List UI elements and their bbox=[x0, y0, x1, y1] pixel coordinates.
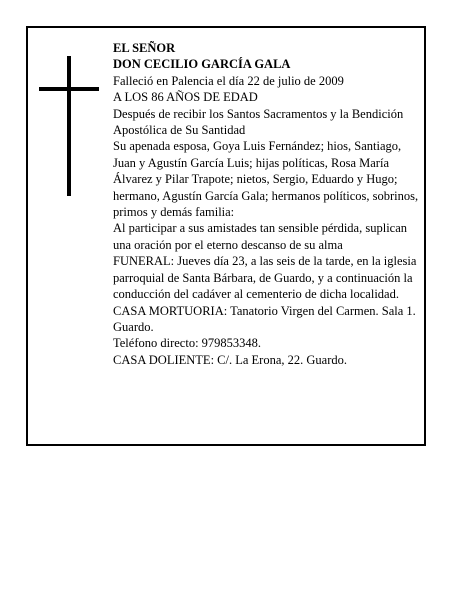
family-paragraph: Su apenada esposa, Goya Luis Fernández; hios, Santiago, Juan y Agustín García Luis; hijas políticas, Rosa María Álvarez y Pilar Trapote; nietos, Sergio, Eduardo y Hugo; hermano, Agustín García Gala; hermanos políticos, sobrinos, primos y demás familia: bbox=[113, 139, 419, 220]
death-date-line: Falleció en Palencia el día 22 de julio de 2009 bbox=[113, 73, 344, 88]
age-line: A LOS 86 AÑOS DE EDAD bbox=[113, 90, 258, 105]
mourning-house-line: CASA DOLIENTE: C/. La Erona, 22. Guardo. bbox=[113, 352, 347, 367]
sacraments-paragraph: Después de recibir los Santos Sacramentos y la Bendición Apostólica de Su Santidad bbox=[113, 106, 404, 138]
cross-icon-crossbar bbox=[39, 87, 99, 91]
obituary-text bbox=[113, 40, 423, 368]
request-paragraph: Al participar a sus amistades tan sensible pérdida, suplican una oración por el eterno descanso de su alma bbox=[113, 221, 408, 252]
mortuary-paragraph: CASA MORTUORIA: Tanatorio Virgen del Carmen. Sala 1. Guardo. bbox=[113, 303, 416, 334]
obituary-notice bbox=[26, 26, 426, 446]
cross-icon bbox=[67, 56, 71, 196]
funeral-paragraph: FUNERAL: Jueves día 23, a las seis de la tarde, en la iglesia parroquial de Santa Bárbara, de Guardo, y a continuación la conducción del cadáver al cementerio de dicha localidad. bbox=[113, 254, 417, 302]
phone-line: Teléfono directo: 979853348. bbox=[113, 336, 262, 351]
title-line-1: EL SEÑOR bbox=[113, 41, 176, 55]
deceased-name: DON CECILIO GARCÍA GALA bbox=[113, 57, 291, 72]
